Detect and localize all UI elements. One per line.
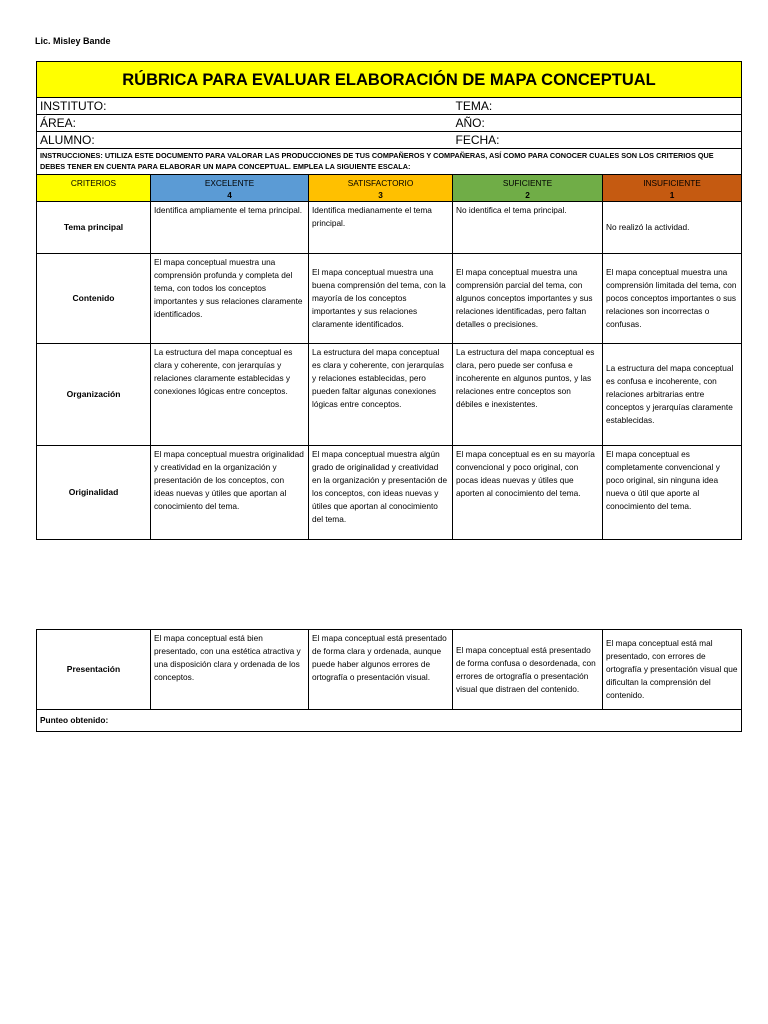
criterion-label: Tema principal — [37, 202, 151, 254]
header-insuficiente-score: 1 — [669, 190, 675, 200]
field-fecha: FECHA: — [453, 132, 742, 149]
header-satisfactorio-label: SATISFACTORIO — [347, 178, 414, 188]
header-suficiente — [453, 175, 603, 202]
descriptor-cell: La estructura del mapa conceptual es clara, pero puede ser confusa e incoherente en algunos puntos, y las relaciones entre conceptos son débiles e inexistentes. — [453, 344, 603, 446]
descriptor-cell: El mapa conceptual es completamente convencional y poco original, sin ninguna idea nueva o útil que aporte al conocimiento del tema. — [603, 446, 742, 540]
rubric-table-continued — [36, 629, 742, 732]
table-row — [37, 344, 742, 446]
descriptor-cell: La estructura del mapa conceptual es clara y coherente, con jerarquías y relaciones claramente establecidas y conexiones lógicas entre conceptos. — [151, 344, 309, 446]
descriptor-cell: La estructura del mapa conceptual es clara y coherente, con jerarquías y relaciones establecidas, pero pueden faltar algunas conexiones lógicas entre conceptos. — [309, 344, 453, 446]
field-instituto: INSTITUTO: — [37, 98, 453, 115]
field-anio: AÑO: — [453, 115, 742, 132]
header-criterios: CRITERIOS — [37, 175, 151, 202]
field-tema: TEMA: — [453, 98, 742, 115]
descriptor-cell: El mapa conceptual muestra algún grado de originalidad y creatividad en la organización y presentación de los conceptos, con ideas nuevas y útiles que aportan al conocimiento del tema. — [309, 446, 453, 540]
descriptor-cell: No identifica el tema principal. — [453, 202, 603, 254]
descriptor-cell: Identifica ampliamente el tema principal. — [151, 202, 309, 254]
descriptor-cell: El mapa conceptual está presentado de forma clara y ordenada, aunque puede haber algunos errores de ortografía o presentación visual. — [309, 630, 453, 710]
criterion-label: Contenido — [37, 254, 151, 344]
instructions: INSTRUCCIONES: UTILIZA ESTE DOCUMENTO PARA VALORAR LAS PRODUCCIONES DE TUS COMPAÑEROS Y COMPAÑERAS, ASÍ COMO PARA CONOCER CUALES SON LOS CRITERIOS QUE DEBES TENER EN CUENTA PARA ELABORAR UN MAPA CONCEPTUAL. EMPLEA LA SIGUIENTE ESCALA: — [37, 149, 742, 175]
header-suficiente-label: SUFICIENTE — [502, 178, 553, 188]
descriptor-cell: Identifica medianamente el tema principal. — [309, 202, 453, 254]
descriptor-cell: El mapa conceptual muestra una comprensión profunda y completa del tema, con todos los conceptos importantes y sus relaciones claramente identificados. — [151, 254, 309, 344]
descriptor-cell: El mapa conceptual está bien presentado, con una estética atractiva y una disposición clara y ordenada de los conceptos. — [151, 630, 309, 710]
table-row — [37, 254, 742, 344]
descriptor-cell: No realizó la actividad. — [603, 202, 742, 254]
header-insuficiente-label: INSUFICIENTE — [643, 178, 701, 188]
descriptor-cell: El mapa conceptual está mal presentado, con errores de ortografía y presentación visual que dificultan la comprensión del contenido. — [603, 630, 742, 710]
header-satisfactorio — [309, 175, 453, 202]
table-row — [37, 446, 742, 540]
descriptor-cell: El mapa conceptual está presentado de forma confusa o desordenada, con errores de ortografía o presentación visual que distraen del contenido. — [453, 630, 603, 710]
header-excelente-score: 4 — [227, 190, 232, 200]
header-excelente-label: EXCELENTE — [204, 178, 255, 188]
table-row — [37, 202, 742, 254]
score-obtained: Punteo obtenido: — [37, 710, 742, 732]
criterion-label: Organización — [37, 344, 151, 446]
descriptor-cell: El mapa conceptual muestra una buena comprensión del tema, con la mayoría de los conceptos importantes y sus relaciones claramente identificados. — [309, 254, 453, 344]
descriptor-cell: La estructura del mapa conceptual es confusa e incoherente, con relaciones arbitrarias entre conceptos y jerarquías claramente establecidas. — [603, 344, 742, 446]
header-excelente — [151, 175, 309, 202]
header-suficiente-score: 2 — [525, 190, 530, 200]
table-row — [37, 630, 742, 710]
rubric-title: RÚBRICA PARA EVALUAR ELABORACIÓN DE MAPA CONCEPTUAL — [37, 62, 742, 98]
descriptor-cell: El mapa conceptual muestra una comprensión limitada del tema, con pocos conceptos importantes o sus relaciones son incorrectas o confusas. — [603, 254, 742, 344]
descriptor-cell: El mapa conceptual muestra una comprensión parcial del tema, con algunos conceptos importantes y sus relaciones identificadas, pero faltan detalles o precisiones. — [453, 254, 603, 344]
descriptor-cell: El mapa conceptual es en su mayoría convencional y poco original, con pocas ideas nuevas y útiles que aporten al conocimiento del tema. — [453, 446, 603, 540]
header-insuficiente — [603, 175, 742, 202]
rubric-table — [36, 61, 742, 540]
author-name: Lic. Misley Bande — [35, 36, 111, 46]
header-satisfactorio-score: 3 — [378, 190, 383, 200]
field-alumno: ALUMNO: — [37, 132, 453, 149]
criterion-label: Originalidad — [37, 446, 151, 540]
criterion-label: Presentación — [37, 630, 151, 710]
field-area: ÁREA: — [37, 115, 453, 132]
descriptor-cell: El mapa conceptual muestra originalidad y creatividad en la organización y presentación de los conceptos, con ideas nuevas y útiles que aportan al conocimiento del tema. — [151, 446, 309, 540]
